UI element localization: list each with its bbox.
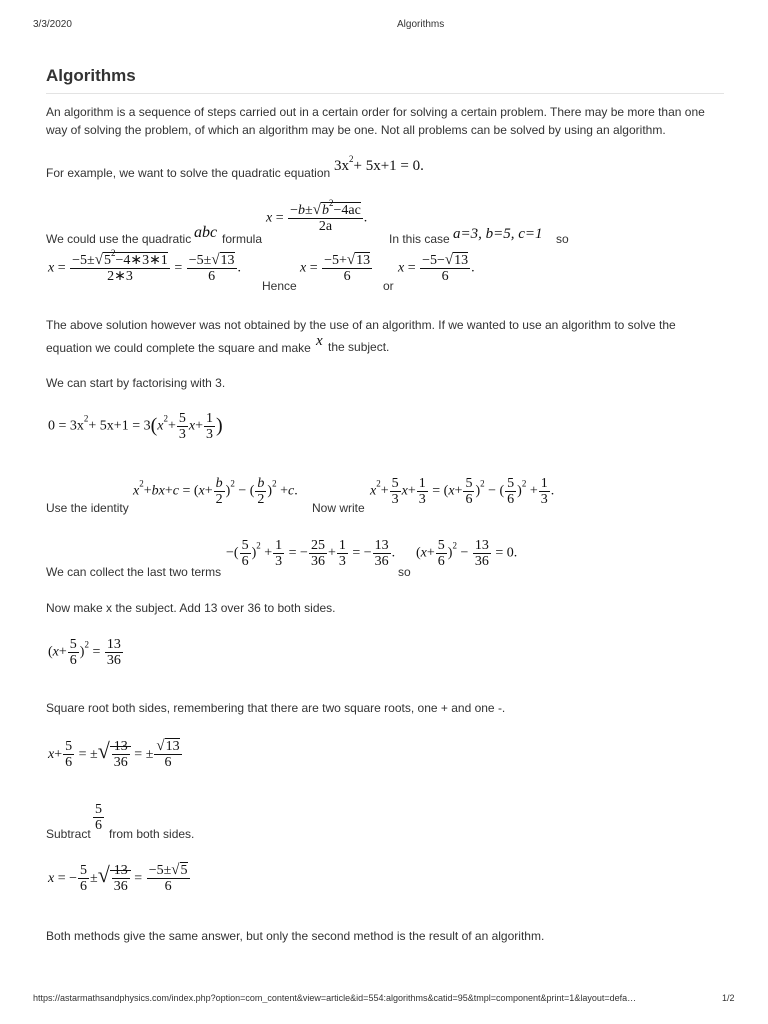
example-text: For example, we want to solve the quadratic equation xyxy=(46,166,331,180)
square-root-text: Square root both sides, remembering that there are two square roots, one + and one -. xyxy=(46,701,506,715)
final-solution: x = − $\frac{5}{6}$ ±√ $\frac{13}{36}$ = $\frac{-5\pm√5}{6}$ xyxy=(48,862,188,895)
quadratic-formula: x = $\frac{-b\pm√b^2-4ac}{2a}$ . xyxy=(266,198,368,234)
subtract-text: Subtract xyxy=(46,827,91,841)
so-text-2: so xyxy=(398,565,411,579)
print-header-title: Algorithms xyxy=(397,19,445,30)
collect-text: We can collect the last two terms xyxy=(46,565,222,579)
from-both-text: from both sides. xyxy=(109,827,195,841)
not-algorithm-text: The above solution however was not obtained by the use of an algorithm. If we wanted to use an algorithm to solve the equation we could complete the square and make xyxy=(46,318,676,355)
completed-square: (x+ $\frac{5}{6}$ )$^2$ − $\frac{13}{36}$ = 0. xyxy=(416,538,518,569)
factorise-text: We can start by factorising with 3. xyxy=(46,376,226,390)
factorised-equation: $0 = 3x^2+ 5x+1 = 3(x^2+$ $\frac{5}{3}$ x+ $\frac{1}{3}$ ) xyxy=(48,411,223,442)
use-identity-text: Use the identity xyxy=(46,501,129,515)
square-rooted-equation: x+ $\frac{5}{6}$ = ±√ $\frac{13}{36}$ = ± $\frac{√13}{6}$ xyxy=(48,738,180,771)
title-divider xyxy=(46,93,724,94)
print-footer-url[interactable]: https://astarmathsandphysics.com/index.php?option=com_content&view=article&id=554:algorithms&catid=95&tmpl=component&print=1&layout=defa… xyxy=(33,993,637,1003)
so-text: so xyxy=(556,232,569,246)
page-number: 1/2 xyxy=(722,993,735,1003)
identity-equation: $x^2+bx+c = (x+$ $\frac{b}{2}$ )$^2$ − ( $\frac{b}{2}$ )$^2$ +c. xyxy=(133,476,298,507)
x-variable: x xyxy=(316,333,323,349)
quadratic-pre-text: We could use the quadratic xyxy=(46,232,192,246)
solution-minus: x = $\frac{-5-√13}{6}$ . xyxy=(398,252,475,284)
hence-text: Hence xyxy=(262,279,297,293)
isolated-square: (x+ $\frac{5}{6}$ )$^2$ = $\frac{13}{36}$ xyxy=(48,637,121,668)
rewritten-equation: $x^2+$ $\frac{5}{3}$ x+ $\frac{1}{3}$ = (x+ $\frac{5}{6}$ )$^2$ − ( $\frac{5}{6}$ )$^2$ + $\frac{1}{3}$ . xyxy=(370,476,555,507)
conclusion-text: Both methods give the same answer, but only the second method is the result of an algorithm. xyxy=(46,929,545,943)
quadratic-equation: $3x^2+ 5x+1 = 0$. xyxy=(334,154,424,174)
collected-terms: −( $\frac{5}{6}$ )$^2$ + $\frac{1}{3}$ = − $\frac{25}{36}$ + $\frac{1}{3}$ = − $\frac{13}{36}$ . xyxy=(226,538,396,569)
print-date: 3/3/2020 xyxy=(33,19,72,30)
formula-text: formula xyxy=(222,232,263,246)
or-text: or xyxy=(383,279,394,293)
intro-paragraph: An algorithm is a sequence of steps carried out in a certain order for solving a certain problem. There may be more than one way of solving the problem, of which an algorithm may be one. Not all problems can be solved by using an algorithm. xyxy=(46,105,705,137)
case-values: a=3, b=5, c=1 xyxy=(453,226,543,242)
abc-label: abc xyxy=(194,224,218,241)
page-title: Algorithms xyxy=(46,66,136,85)
solution-plus: x = $\frac{-5+√13}{6}$ xyxy=(300,252,371,284)
formula-substitution: x = $\frac{-5\pm√5^2-4∗3∗1}{2∗3}$ = $\frac{-5\pm√13}{6}$ . xyxy=(48,248,242,284)
the-subject-text: the subject. xyxy=(328,340,390,354)
now-write-text: Now write xyxy=(312,501,365,515)
five-sixths-fraction: $\frac{5}{6}$ xyxy=(95,802,102,833)
in-this-case-text: In this case xyxy=(389,232,450,246)
make-subject-text: Now make x the subject. Add 13 over 36 to both sides. xyxy=(46,601,336,615)
